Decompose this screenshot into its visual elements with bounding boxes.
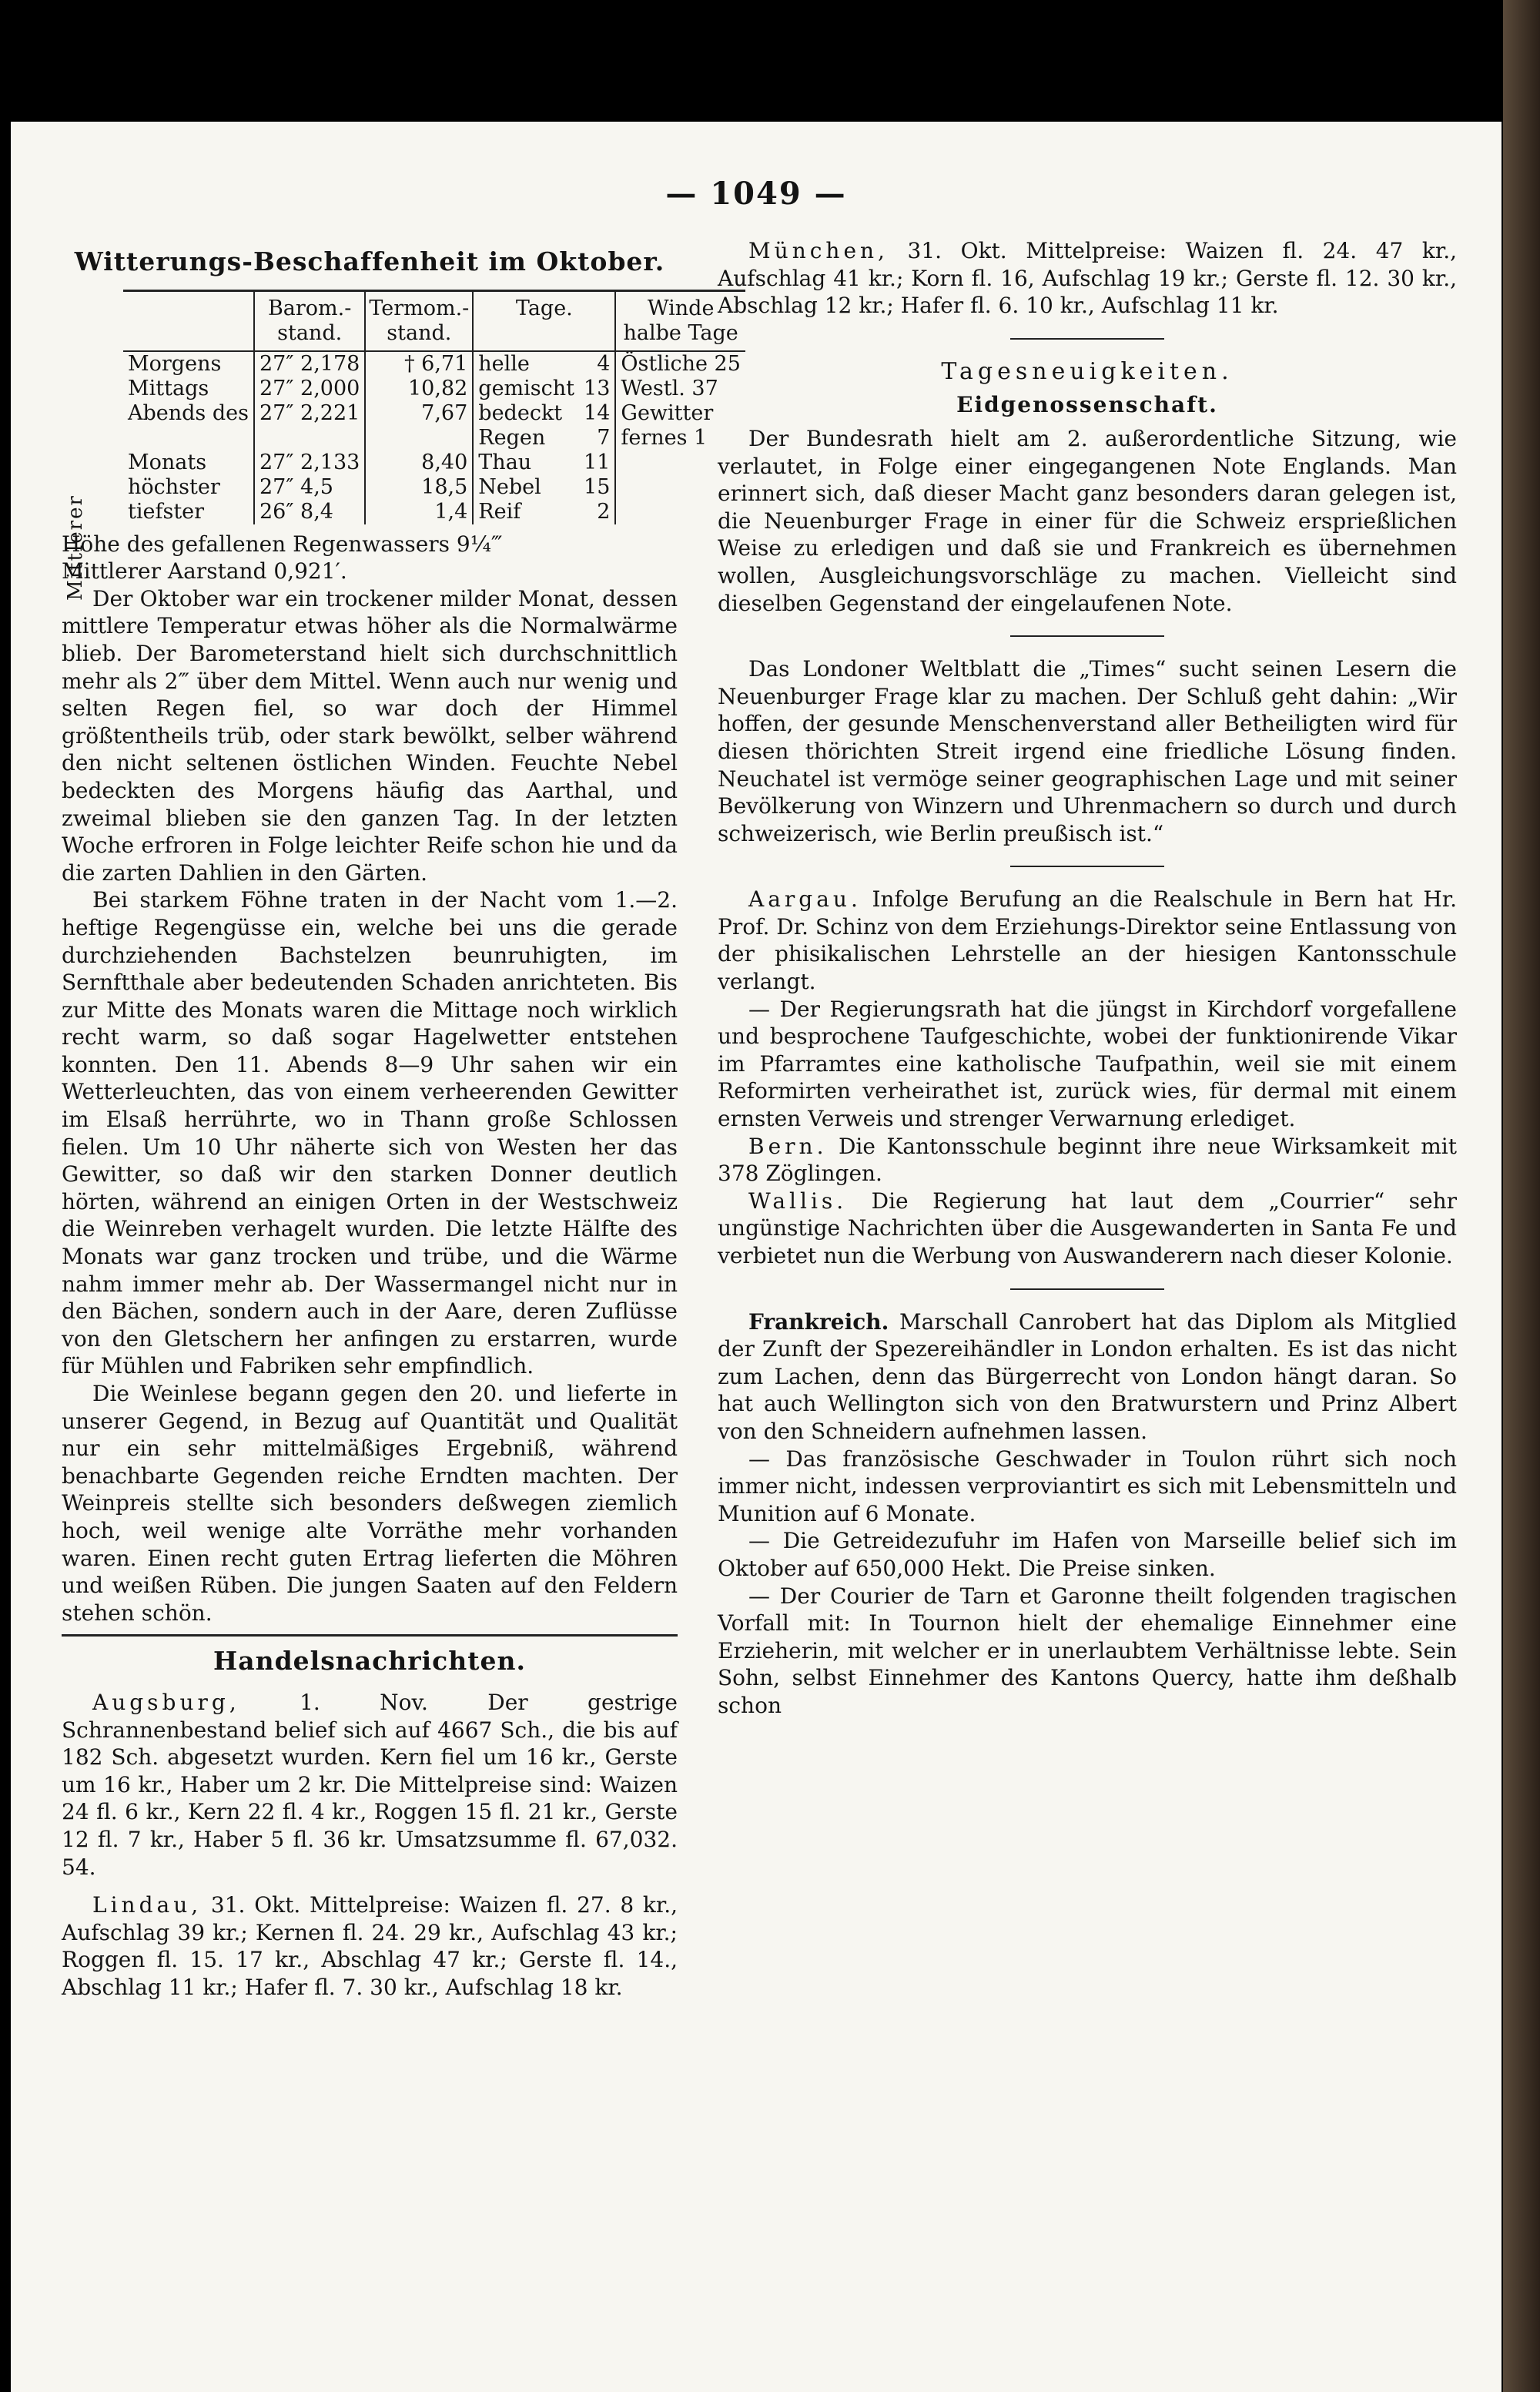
left-column (62, 237, 741, 2001)
table-cell: Thau (473, 451, 579, 475)
trade-title: Handelsnachrichten. (213, 1646, 526, 1677)
weather-title: Witterungs-Beschaffenheit im Oktober. (74, 246, 665, 276)
news-text: Marschall Canrobert hat das Diplom als Mitglied der Zunft der Spezereihändler in London erhalten. Es ist das nicht zum Lachen, denn das Bürgerrecht von London hängt daran. So hat auch Wellington sich von den Bratwurstern und Prinz Albert von den Schneidern aufnehmen lassen. (718, 1308, 1457, 1444)
news-paragraph: — Der Regierungsrath hat die jüngst in Kirchdorf vorgefallene und besprochene Taufgeschichte, wobei der funktionirende Vikar im Pfarramtes eine katholische Taufpathin, weil sie mit einem Reformirten verheirathet ist, zurück wies, für dermal mit einem ernsten Verweis und strenger Verwarnung erlediget. (718, 996, 1457, 1132)
table-cell: 18,5 (365, 475, 473, 500)
table-cell: fernes 1 (615, 426, 745, 451)
right-column (718, 237, 1457, 1720)
trade-paragraph (718, 237, 1457, 320)
country-name: Frankreich. (748, 1308, 889, 1335)
canton-name: Wallis. (748, 1188, 848, 1214)
section-rule (1010, 866, 1164, 867)
news-paragraph: Der Bundesrath hielt am 2. außerordentliche Sitzung, wie verlautet, in Folge einer eingegangenen Note Englands. Man erinnert sich, daß dieser Macht ganz besonders daran gelegen ist, die Neuenburger Frage in einer für die Schweiz ersprießlichen Weise zu erledigen und daß sie und Frankreich es übernehmen wollen, Ausgleichungsvorschläge zu machen. Vielleicht sind dieselben Gegenstand der eingelaufenen Note. (718, 425, 1457, 616)
news-paragraph: — Der Courier de Tarn et Garonne theilt folgenden tragischen Vorfall mit: In Tournon hielt der ehemalige Einnehmer eine Erzieherin, mit welcher er in unerlaubtem Verhältnisse lebte. Sein Sohn, selbst Einnehmer des Kantons Quercy, hatte ihm deßhalb schon (718, 1583, 1457, 1718)
table-header-cell: Termom.-stand. (365, 290, 473, 351)
table-row (123, 377, 745, 401)
eidgenossenschaft-title: Eidgenossenschaft. (956, 392, 1218, 418)
table-cell: höchster (128, 474, 220, 499)
mittlerer-side-label: Mittlerer (64, 494, 87, 601)
weather-paragraph: Der Oktober war ein trockener milder Monat, dessen mittlere Temperatur etwas höher als die Normalwärme blieb. Der Barometerstand hielt sich durchschnittlich mehr als 2‴ über dem Mittel. Wenn auch nur wenig und selten Regen fiel, so war doch der Himmel größtentheils trüb, oder stark bewölkt, selber während den nicht seltenen östlichen Winden. Feuchte Nebel bedeckten des Morgens häufig das Aarthal, und zweimal blieben sie den ganzen Tag. In der letzten Woche erfroren in Folge leichter Reife schon hie und da die zarten Dahlien in den Gärten. (62, 585, 678, 886)
table-cell: 27″ 2,178 (254, 351, 365, 377)
table-cell: Morgens (128, 351, 222, 376)
rain-amount: Höhe des gefallenen Regenwassers 9¼‴ (62, 531, 503, 557)
table-cell: Monats (128, 450, 207, 474)
trade-location: Lindau, (92, 1892, 203, 1918)
trade-paragraph (62, 1689, 678, 1881)
trade-text: 1. Nov. Der gestrige Schrannenbestand belief sich auf 4667 Sch., die bis auf 182 Sch. abgesetzt wurden. Kern fiel um 16 kr., Gerste um 16 kr., Haber um 2 kr. Die Mittelpreise sind: Waizen 24 fl. 6 kr., Kern 22 fl. 4 kr., Roggen 15 fl. 21 kr., Gerste 12 fl. 7 kr., Haber 5 fl. 36 kr. Umsatzsumme fl. 67,032. 54. (62, 1689, 678, 1880)
table-cell: 13 (584, 376, 611, 400)
table-cell: 27″ 2,133 (254, 451, 365, 475)
table-cell: 11 (584, 450, 611, 474)
table-cell: Reif (473, 500, 579, 524)
section-rule (1010, 1288, 1164, 1290)
weather-paragraph: Die Weinlese begann gegen den 20. und lieferte in unserer Gegend, in Bezug auf Quantität und Qualität nur ein sehr mittelmäßiges Ergebniß, während benachbarte Gegenden reiche Erndten machten. Der Weinpreis stellte sich besonders deßwegen ziemlich hoch, weil wenige alte Vorräthe mehr vorhanden waren. Einen recht guten Ertrag lieferten die Möhren und weißen Rüben. Die jungen Saaten auf den Feldern stehen schön. (62, 1381, 678, 1626)
trade-paragraph (62, 1891, 678, 2001)
table-cell: bedeckt (473, 401, 579, 426)
table-row (123, 351, 745, 377)
table-row (123, 451, 745, 475)
table-cell: 14 (584, 400, 611, 425)
table-cell: Östliche 25 (615, 351, 745, 377)
weather-table-wrap (62, 290, 741, 524)
canton-name: Aargau. (748, 886, 862, 913)
section-rule (1010, 635, 1164, 637)
news-title: Tagesneuigkeiten. (941, 357, 1234, 385)
page-number: — 1049 — (665, 176, 847, 212)
table-cell: helle (473, 351, 579, 377)
table-header-cell: Winde halbe Tage (615, 290, 745, 351)
table-cell: 27″ 4,5 (254, 475, 365, 500)
weather-table-header (123, 290, 745, 351)
table-cell: Gewitter (615, 401, 745, 426)
table-header-cell: Barom.-stand. (254, 290, 365, 351)
table-cell: 7 (597, 425, 611, 450)
table-header-cell: Tage. (473, 290, 615, 351)
table-cell: 2 (597, 499, 611, 524)
canton-name: Bern. (748, 1133, 828, 1159)
news-paragraph (718, 1308, 1457, 1446)
table-cell: 7,67 (365, 401, 473, 426)
table-cell (254, 426, 365, 451)
trade-location: Augsburg, (92, 1689, 240, 1715)
trade-location: München, (748, 238, 889, 263)
news-paragraph (718, 886, 1457, 995)
table-cell: Mittags (128, 376, 209, 400)
table-cell: 1,4 (365, 500, 473, 524)
table-row (123, 426, 745, 451)
news-paragraph (718, 1133, 1457, 1188)
weather-paragraph: Bei starkem Föhne traten in der Nacht vom 1.—2. heftige Regengüsse ein, welche bei uns die gerade durchziehenden Bachstelzen beunruhigten, im Sernftthale aber bedeutenden Schaden anrichteten. Bis zur Mitte des Monats waren die Mittage noch wirklich recht warm, so daß sogar Hagelwetter entstehen konnten. Den 11. Abends 8—9 Uhr sahen wir ein Wetterleuchten, das von einem verheerenden Gewitter im Elsaß herrührte, wo in Thann große Schlossen fielen. Um 10 Uhr näherte sich von Westen her das Gewitter, so daß wir den starken Donner deutlich hörten, während an einigen Orten in der Westschweiz die Weinreben verhagelt wurden. Die letzte Hälfte des Monats war ganz trocken und trübe, und die Wärme nahm immer mehr ab. Der Wassermangel nicht nur in den Bächen, sondern auch in der Aare, deren Zuflüsse von den Gletschern her anfingen zu erstarren, wurde für Mühlen und Fabriken sehr empfindlich. (62, 887, 678, 1379)
section-rule (62, 1634, 678, 1637)
table-cell: tiefster (128, 499, 205, 524)
news-paragraph (718, 1188, 1457, 1270)
table-cell: gemischt (473, 377, 579, 401)
trade-text: 31. Okt. Mittelpreise: Waizen fl. 27. 8 kr., Aufschlag 39 kr.; Kernen fl. 24. 29 kr., Aufschlag 43 kr.; Roggen fl. 15. 17 kr., Abschlag 47 kr.; Gerste fl. 14., Abschlag 11 kr.; Hafer fl. 7. 30 kr., Aufschlag 18 kr. (62, 1892, 678, 2000)
table-cell: 27″ 2,000 (254, 377, 365, 401)
aar-level: Mittlerer Aarstand 0,921′. (62, 558, 347, 585)
table-cell (123, 426, 254, 451)
table-cell: Westl. 37 (615, 377, 745, 401)
table-header-cell (123, 290, 254, 351)
table-cell: 27″ 2,221 (254, 401, 365, 426)
newspaper-page (11, 122, 1502, 2392)
section-rule (1010, 338, 1164, 340)
book-binding (1503, 0, 1540, 2392)
table-row (123, 500, 745, 524)
table-cell: 26″ 8,4 (254, 500, 365, 524)
table-cell: 15 (584, 474, 611, 499)
weather-table (123, 290, 745, 524)
news-paragraph: Das Londoner Weltblatt die „Times“ sucht seinen Lesern die Neuenburger Frage klar zu machen. Der Schluß geht dahin: „Wir hoffen, der gesunde Menschenverstand aller Betheiligten wird für diesen thörichten Streit irgend eine friedliche Lösung finden. Neuchatel ist vermöge seiner geographischen Lage und mit seiner Bevölkerung von Winzern und Uhrenmachern so durch und durch schweizerisch, wie Berlin preußisch ist.“ (718, 656, 1457, 846)
table-cell: 10,82 (365, 377, 473, 401)
news-paragraph: — Die Getreidezufuhr im Hafen von Marseille belief sich im Oktober auf 650,000 Hekt. Die Preise sinken. (718, 1528, 1457, 1581)
table-cell: 4 (597, 351, 611, 376)
news-paragraph: — Das französische Geschwader in Toulon rührt sich noch immer nicht, indessen verproviantirt es sich mit Lebensmitteln und Munition auf 6 Monate. (718, 1446, 1457, 1526)
table-cell: 8,40 (365, 451, 473, 475)
news-text: Die Kantonsschule beginnt ihre neue Wirksamkeit mit 378 Zöglingen. (718, 1133, 1457, 1187)
trade-text: 31. Okt. Mittelpreise: Waizen fl. 24. 47 kr., Aufschlag 41 kr.; Korn fl. 16, Aufschlag 19 kr.; Gerste fl. 12. 30 kr., Abschlag 12 kr.; Hafer fl. 6. 10 kr., Aufschlag 11 kr. (718, 238, 1457, 319)
table-cell: Nebel (473, 475, 579, 500)
news-text: Infolge Berufung an die Realschule in Bern hat Hr. Prof. Dr. Schinz von dem Erziehungs-Direktor seine Entlassung von der phisikalischen Lehrstelle an der hiesigen Kantonsschule verlangt. (718, 886, 1457, 995)
table-row (123, 401, 745, 426)
table-cell: Regen (473, 426, 579, 451)
table-cell (365, 426, 473, 451)
news-text: Die Regierung hat laut dem „Courrier“ sehr ungünstige Nachrichten über die Ausgewanderten in Santa Fe und verbietet nun die Werbung von Auswanderern nach dieser Kolonie. (718, 1188, 1458, 1268)
table-cell: † 6,71 (365, 351, 473, 377)
table-cell: Abends des (128, 400, 249, 425)
table-row (123, 475, 745, 500)
